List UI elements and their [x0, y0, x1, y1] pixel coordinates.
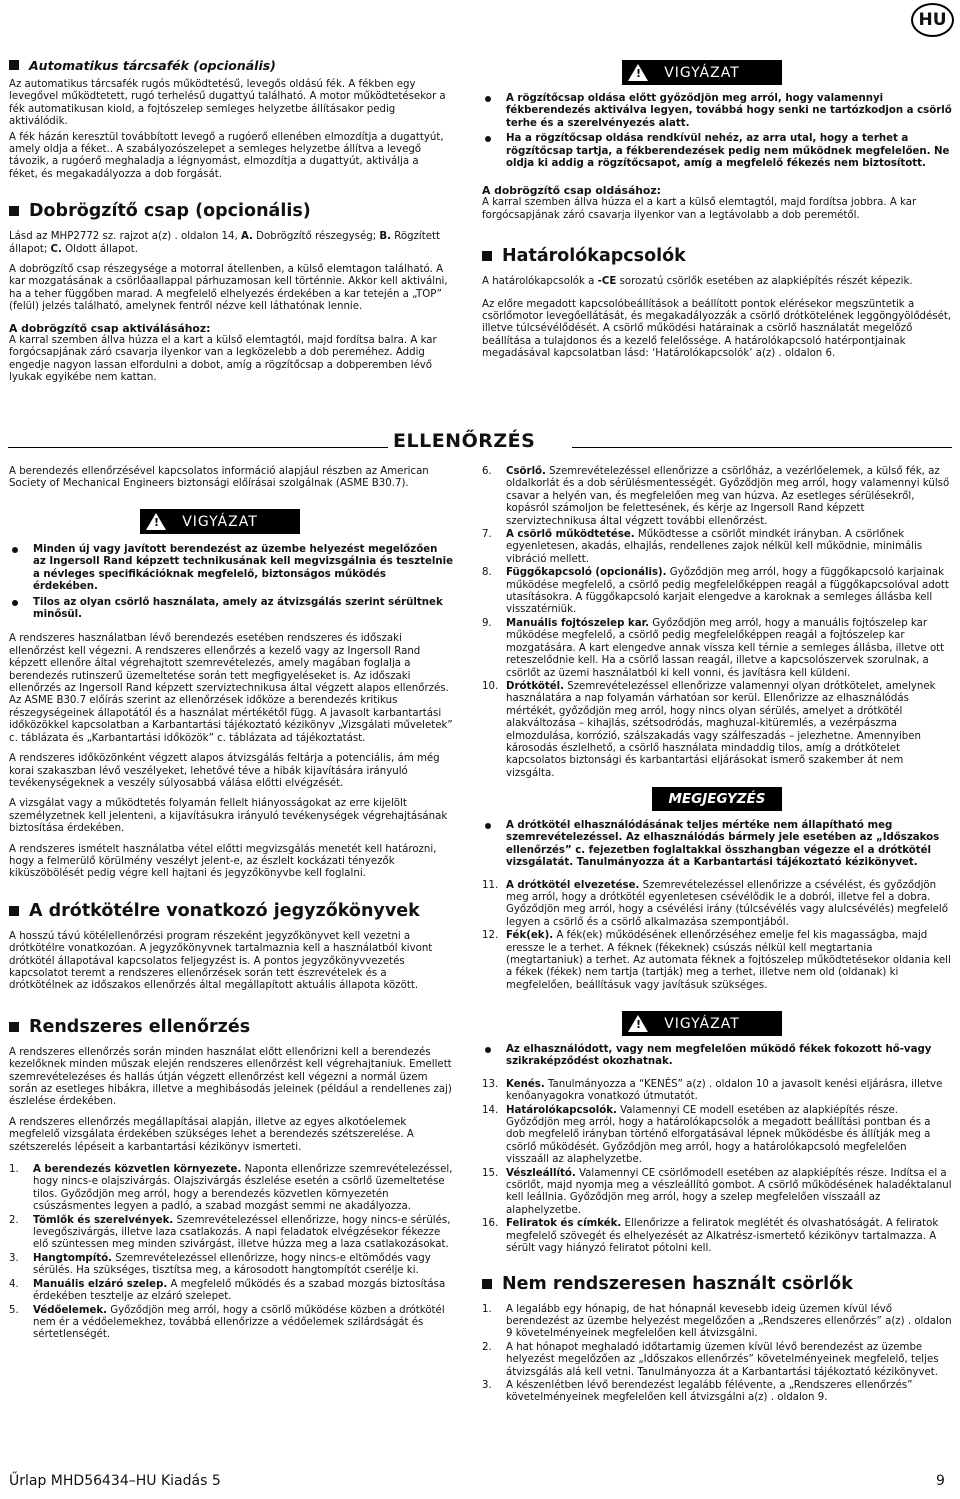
warning-bullet: Tilos az olyan csörlő használata, amely az átvizsgálás szerint sérültnek minősül.: [9, 597, 453, 622]
subheading: A dobrögzítő csap oldásához:: [482, 184, 661, 198]
right-column: [482, 466, 952, 781]
paragraph: Az előre megadott kapcsolóbeállítások a beállított pontok elérésekor megszüntetik a csörlőmotor levegőellátását, és megakadályozzák a csörlő drótkötelének leggöngyölődését, illetve túlcsévélődését. A csörlő működési határainak a csörlő használatát megelőző beállítása a tulajdonos és a kezelő felelőssége. A határolókapcsoló hatérpontjainak megadásával kapcsolatban lásd: ‘Határolókapcsolók’ a(z) . oldalon 6.: [482, 298, 952, 360]
paragraph-intro: A berendezés ellenőrzésével kapcsolatos információ alapjául részben az American Society of Mechanical Engineers biztonsági előírásai szolgálnak (ASME B30.7).: [9, 466, 429, 490]
list-item: 5. Védőelemek. Győződjön meg arról, hogy a csörlő működése közben a drótkötél nem ér a védőelemekhez, továbbá ellenőrizze a védőelemek szilárdságát és sértetlenségét.: [9, 1304, 445, 1341]
heading-regular-inspection: Rendszeres ellenőrzés: [9, 1017, 453, 1037]
paragraph: A karral szemben állva húzza el a kart a külső elemtagtól, majd fordítsa jobbra. A kar forgócsapjának záró csavarja ilyenkor van a legtávolabb a dob peremétől.: [482, 197, 917, 221]
list-item: 10. Drótkötél. Szemrevételezéssel ellenőrizze valamennyi olyan drótkötelet, amelynek használatára a nap folyamán várhatóan sor kerül. Ellenőrizze az elhasználódás mértékét, győződjön meg arról, hogy nincs olyan sérülés, amelyet a drótkötél alakváltozása – kihajlás, szétsodródás, maghuzal-kitüremlés, a vezérpászma elmozdulása, korrózió, szálszakadás vagy szálfeszadás – jelezhetne. Amennyiben károsodás észlelhető, a csörlő használata mindaddig tilos, amíg a drótkötelet kapcsolatos biztonsági és karbantartási eljárásokat ismerő szakember át nem vizsgálta.: [482, 680, 936, 779]
inspection-list-continued: [482, 1079, 952, 1256]
right-column-note: [482, 820, 952, 993]
square-bullet-icon: [9, 906, 19, 916]
warning-triangle-icon: !: [628, 1015, 648, 1032]
list-item: 11. A drótkötél elvezetése. Szemrevételezéssel ellenőrizze a csévélést, és győződjön meg arról, hogy a drótkötél egyenletesen csévélődik le a dobról, illetve fel a dobra. Győződjön meg arról, hogy a csévélési irány (túlcsévélés vagy alulcsévélés) megfelelő legyen a csörlő és a csörlő alkalmazása szempontjából.: [482, 879, 948, 928]
list-item: 15. Vészleállító. Valamennyi CE csörlőmodell esetében az alapkiépítés része. Indítsa el a csörlőt, majd nyomja meg a vészleállító gombot. A csörlő működésének haladéktalanul kell leállnia. Győződjön meg arról, hogy a szelep megfelelően visszaáll az alaphelyzetbe.: [482, 1167, 952, 1216]
paragraph: A dobrögzítő csap részegysége a motorral átellenben, a külső elemtagon található. A kar mozgatásának a csörlőaallappal párhuzamosan kell történnie. Akkor kell aktiválni, ha a teher függőben marad. A megfelelő elhelyezés érdekében a kar tetején a „TOP” (felül) jelzés található, amelynek fentről nézve kell láthatónak lennie.: [9, 264, 448, 313]
list-item: 14. Határolókapcsolók. Valamennyi CE modell esetében az alapkiépítés része. Győződjön meg arról, hogy a határolókapcsolók a megadott beállítási pontban és a dob megfelelő irányban történő elforgatásával lépnek működésbe és állítják meg a csörlő működését. Győződjön meg arról, hogy a határolókapcsoló megfelelően visszaáll az alaphelyzetbe.: [482, 1104, 931, 1166]
paragraph: A rendszeres ellenőrzés során minden használat előtt ellenőrizni kell a berendezés kezelőknek minden műszak elején rendszeres ellenőrzést kell végrehajtaniuk. Emellett szemrevételezéses és hallás útján végzett ellenőrzést kell végezni a normál üzem során az esetleges hibákra, illetve a meghibásodás jeleinek (például a rendellenes zaj) észlelése érdekében.: [9, 1046, 452, 1108]
list-item: 9. Manuális fojtószelep kar. Győződjön meg arról, hogy a manuális fojtószelep kar működése megfelelő, a csörlő pedig megfelelőképpen reagál a fojtószelep kar mozgatására. A kart elengedve annak vissza kell térnie a semleges állásba, illetve ott reteszelődnie kell. Ha a csörlő lassan reagál, illetve a kapcsolószervek szorulnak, a csörlőt az üzemi használatból ki kell vonni, és javításra kell küldeni.: [482, 617, 945, 679]
square-bullet-icon: [9, 60, 19, 70]
paragraph-drawing-ref: Lásd az MHP2772 sz. rajzot a(z) . oldalon 14, A. Dobrögzítő részegység; B. Rögzített állapot; C. Oldott állapot.: [9, 231, 440, 255]
list-item: 12. Fék(ek). A fék(ek) működésének ellenőrzéséhez emelje fel kis magasságba, majd eressze le a terhet. A féknek (fékeknek) csúszás nélkül kell megtartania (megtartaniuk) a terhet. Az automata féknek a fojtószelep működtetésekor oldania kell a fékek (fékek) nem tartja (tartják) meg a terhet, illetve nem old (oldanak) ki megfelelően, beállításuk vagy javításuk szükséges.: [482, 930, 951, 991]
inspection-list: [9, 1164, 453, 1342]
left-column-body: [9, 544, 453, 1343]
warning-bullet: A rögzítőcsap oldása előtt győződjön meg arról, hogy valamennyi fékberendezés aktiválva legyen, továbbá hogy senki ne tartózkodjon a csörlő terhe és a szerelvényezés alatt.: [482, 93, 952, 130]
footer-form-id: Űrlap MHD56434–HU Kiadás 5: [9, 1473, 221, 1489]
note-bullet: A drótkötél elhasználódásának teljes mértéke nem állapítható meg szemrevételezéssel. Az elhasználódás bármely jele esetében az „Időszakos ellenőrzés” c. fejezetben foglaltakkal összhangban végezze el a drótkötél vizsgálatát. Tanulmányozza át a Karbantartási tájékoztató kézikönyvet.: [482, 820, 952, 870]
list-item: 7. A csörlő működtetése. Működtesse a csörlőt mindkét irányban. A csörlőnek egyenletesen, akadás, elhajlás, rendellenes zajok nélkül kell működnie, minimális vibráció mellett.: [482, 529, 923, 565]
paragraph: A karral szemben állva húzza el a kart a külső elemtagtól, majd fordítsa balra. A kar forgócsapjának záró csavarja ilyenkor van a legközelebb a dob pereméhez. Addig engedje nagyon lassan elfordulni a dobot, amíg a rögzítőcsap a dobperemben lévő lyukak egyikébe nem kattan.: [9, 334, 437, 383]
warning-bullet: Ha a rögzítőcsap oldása rendkívül nehéz, az arra utal, hogy a terhet a rögzítőcsap tartja, a fékberendezések pedig nem működnek megfelelően. Ne oldja ki addig a rögzítőcsapot, amíg a megfelelő fékezés nem biztosított.: [482, 133, 952, 170]
left-column: [9, 466, 453, 491]
list-item: 3. Hangtompító. Szemrevételezéssel ellenőrizze, hogy nincs-e eltömődés vagy sérülés. Ha szükséges, tisztítsa meg, a károsodott hangtompítót cserélje ki.: [9, 1252, 431, 1277]
heading-auto-disc-brake: Automatikus tárcsafék (opcionális): [9, 58, 449, 73]
heading-rope-records: A drótkötélre vonatkozó jegyzőkönyvek: [9, 901, 453, 921]
list-item: 13. Kenés. Tanulmányozza a “KENÉS” a(z) . oldalon 10 a javasolt kenési eljárásra, illetve kenőanyagokra vonatkozó útmutatót.: [482, 1078, 943, 1103]
warning-bullet: Minden új vagy javított berendezést az üzembe helyezést megelőzően az Ingersoll Rand képzett technikusának kell megvizsgálnia és tesztelnie a névleges specifikációknak megfelelő, biztonságos működés érdekében.: [9, 544, 453, 594]
section-title: ELLENŐRZÉS: [393, 430, 536, 452]
top-right-column: [482, 93, 952, 361]
paragraph: A rendszeres ellenőrzés megállapításai alapján, illetve az egyes alkotóelemek megfelelő vizsgálata érdekében szükséges lehet a berendezés szétszerelése. A szétszerelés lépéseit a karbantartási kézikönyv ismerteti.: [9, 1116, 414, 1153]
warning-bullet: Az elhasználódott, vagy nem megfelelően működő fékek fokozott hő-vagy szikraképződést okozhatnak.: [482, 1044, 952, 1069]
list-item: 16. Feliratok és címkék. Ellenőrizze a feliratok meglétét és olvashatóságát. A feliratok megfelelő szövegét és elhelyezését az Alkatrész-ismertető kézikönyv tartalmazza. A sérült vagy hiányzó feliratot pótolni kell.: [482, 1218, 939, 1255]
language-badge: HU: [911, 3, 954, 37]
page-number: 9: [936, 1473, 945, 1489]
paragraph: A határolókapcsolók a -CE sorozatú csörlők esetében az alapkiépítés részét képezik.: [482, 276, 913, 288]
warning-triangle-icon: !: [146, 513, 166, 530]
inspection-list-continued: [482, 466, 952, 780]
paragraph: Az automatikus tárcsafék rugós működtetésű, levegős oldású fék. A fékben egy levegővel működtetett, rugó terhelésű dugattyú található. A motor működtetésekor a fék automatikusan kiold, a fojtószelep semleges helyzetbe állításakor pedig aktiválódik.: [9, 79, 446, 128]
paragraph: A rendszeres ismételt használatba vétel előtti megvizsgálás menetét kell határozni, hogy a felmerülő körülmény veszélyt jelent-e, az észlelt kockázati tényezők kiküszöbölését pedig végre kell hajtani és jegyzőkönyvbe kell foglalni.: [9, 843, 437, 880]
square-bullet-icon: [482, 1279, 492, 1289]
warning-bar: ! VIGYÁZAT: [622, 60, 782, 85]
list-item: 3. A készenlétben lévő berendezést legalább félévente, a „Rendszeres ellenőrzés” követelményeinek megfelelően kell átvizsgálni a(z) . oldalon 9.: [482, 1379, 913, 1404]
divider: [8, 447, 388, 448]
list-item: 2. A hat hónapot meghaladó időtartamig üzemen kívül lévő berendezést az üzembe helyezést megelőzően az „Időszakos ellenőrzés” követelményeinek megfelelő, teljes átvizsgálás alá kell vetni. Tanulmányozza át a Karbantartási tájékoztató kézikönyvet.: [482, 1341, 939, 1378]
note-label: MEGJEGYZÉS: [652, 787, 782, 811]
paragraph: A rendszeres használatban lévő berendezés esetében rendszeres és időszaki ellenőrzést kell végezni. A rendszeres ellenőrzés a kezelő vagy az Ingersoll Rand képzett ellenőre által végrehajtott szemrevételezés, amely magában foglalja a berendezés rutinszerű üzemeltetése során tett megfigyeléseket is. Az időszaki ellenőrzés az Ingersoll Rand képzett szerviztechnikusa által végzett alapos ellenőrzés. Az ASME B30.7 előírás szerint az ellenőrzések időköze a berendezés kritikus részegységeinek állapotától és a használat mértékétől függ. A javasolt karbantartási időközökkel kapcsolatban a Karbantartási tájékoztató kézikönyv „Vizsgálati műveletek” c. táblázata és „Karbantartási időközök” c. táblázata ad tájékoztatást.: [9, 633, 453, 744]
list-item: 4. Manuális elzáró szelep. A megfelelő működés és a szabad mozgás biztosítása érdekében tesztelje az elzáró szelepet.: [9, 1278, 446, 1303]
right-column-lower: [482, 1044, 952, 1406]
list-item: 1. A berendezés közvetlen környezete. Naponta ellenőrizze szemrevételezéssel, hogy nincs-e olajszivárgás. Olajszivárgás észlelése esetén a csörlő üzemeltetése tilos. Győződjön meg arról, hogy a berendezés közvetlen környezetén csúszásmentes legyen a padló, a szabad mozgást semmi ne akadályozza.: [9, 1164, 453, 1213]
paragraph: A hosszú távú kötélellenőrzési program részeként jegyzőkönyvet kell vezetni a drótkötélre vonatkozóan. A jegyzőkönyvnek tartalmaznia kell a használatból kivont drótkötél állapotával kapcsolatos feljegyzést is. A pontos jegyzőkönyvvezetés kapcsolatot teremt a rendszeres ellenőrzések során tett észrevételek és a drótkötélnek az időszakos ellenőrzés által megállapított aktuális állapota között.: [9, 930, 433, 992]
square-bullet-icon: [482, 251, 492, 261]
divider: [572, 447, 952, 448]
warning-bar: ! VIGYÁZAT: [622, 1011, 782, 1036]
heading-limit-switches: Határolókapcsolók: [482, 246, 952, 266]
heading-unused-hoists: Nem rendszeresen használt csörlők: [482, 1274, 952, 1294]
paragraph: A rendszeres időközönként végzett alapos átvizsgálás feltárja a potenciális, ám még korai szakaszban lévő veszélyeket, lehetővé téve a hibák kijavítására irányuló tevékenységeknek a veszély súlyosabbá válása előtti elvégzését.: [9, 753, 440, 789]
list-item: 8. Függőkapcsoló (opcionális). Győződjön meg arról, hogy a függőkapcsoló karjainak működése megfelelő, a csörlő pedig megfelelőképpen reagál a függőkapcsolóval adott utasításokra. A függőkapcsoló karjait elengedve a karoknak a semleges állásba kell visszatérniük.: [482, 567, 949, 616]
inspection-list-continued: [482, 880, 952, 993]
unused-hoists-list: [482, 1304, 952, 1405]
square-bullet-icon: [9, 206, 19, 216]
list-item: 2. Tömlők és szerelvények. Szemrevételezéssel ellenőrizze, hogy nincs-e sérülés, levegőszivárgás, illetve laza csatlakozás. A napi feladatok elvégzésekor fékezze elő szüntessen meg minden szivárgást, illetve húzza meg a laza csatlakozásokat.: [9, 1214, 451, 1251]
top-left-column: [9, 58, 449, 384]
list-item: 6. Csörlő. Szemrevételezéssel ellenőrizze a csörlőház, a vezérlőelemek, a külső fék, az oldalkorlát és a dob sérülésmentességét. Győződjön meg arról, hogy valamennyi külső csavar a helyén van, és megfelelően meg van húzva. Az esetleges sérülésekről, kopásról számoljon be felettesének, és kérje az Ingersoll Rand képzett szerviztechnikusa által végzett további ellenőrzést.: [482, 466, 950, 527]
subheading: A dobrögzítő csap aktiválásához:: [9, 321, 211, 335]
heading-drum-lock: Dobrögzítő csap (opcionális): [9, 201, 449, 221]
warning-bar: ! VIGYÁZAT: [140, 509, 300, 534]
paragraph: A fék házán keresztül továbbított levegő a rugóerő ellenében elmozdítja a dugattyút, amely oldja a féket.. A szabályozószelepet a semleges helyzetbe állítva a levegő távozik, a rugóerő meghaladja a légnyomást, elmozdítja a dugattyút, aktiválja a féket, és megakadályozza a dob forgását.: [9, 131, 444, 180]
warning-triangle-icon: !: [628, 64, 648, 81]
list-item: 1. A legalább egy hónapig, de hat hónapnál kevesebb ideig üzemen kívül lévő berendezést az üzembe helyezést megelőzően a „Rendszeres ellenőrzés” a(z) . oldalon 9 követelményeinek megfelelően kell átvizsgálni.: [482, 1303, 952, 1340]
square-bullet-icon: [9, 1022, 19, 1032]
paragraph: A vizsgálat vagy a működtetés folyamán fellelt hiányosságokat az erre kijelölt személyzetnek kell jelenteni, a kijavításukra irányuló tevékenységek végrehajtásának biztosítása érdekében.: [9, 798, 448, 835]
